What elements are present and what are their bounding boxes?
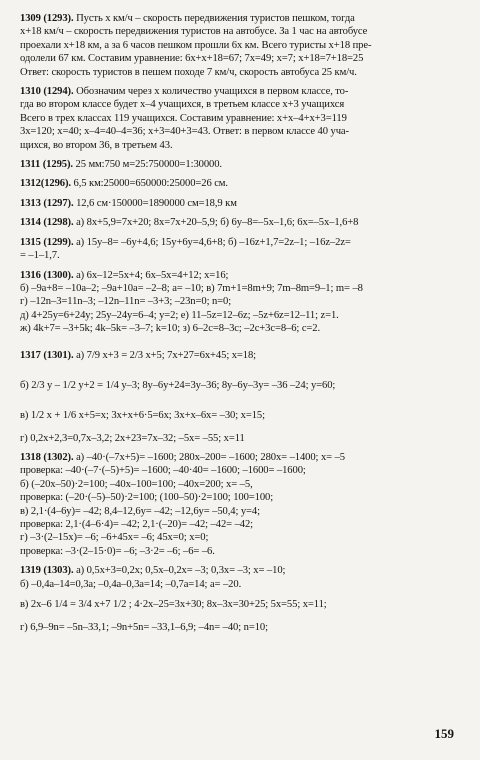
problem-text-line: д) 4+25y=6+24y; 25y–24y=6–4; y=2; е) 11–5z=12–6z; –5z+6z=12–11; z=1. [20, 309, 339, 321]
problem-number: 1319 (1303). [20, 565, 74, 577]
problem-text-line: а) 6x–12=5x+4; 6x–5x=4+12; x=16; [73, 269, 229, 281]
problem-text-line: г) 6,9–9n= –5n–33,1; –9n+5n= –33,1–6,9; –4n= –40; n=10; [20, 622, 268, 633]
problem-text-line: ж) 4k+7= –3+5k; 4k–5k= –3–7; k=10; з) 6–2c=8–3c; –2c+3c=8–6; c=2. [20, 323, 321, 335]
problem-1319 [20, 564, 462, 634]
problem-text-line: 6,5 км:25000=650000:25000=26 см. [70, 178, 228, 190]
problem-text-line: в) 2,1·(4–6y)= –42; 8,4–12,6y= –42; –12,6y= –50,4; y=4; [20, 505, 260, 517]
problem-text-line: г) –12n–3=11n–3; –12n–11n= –3+3; –23n=0; n=0; [20, 296, 232, 308]
problem-text-line: = –1–1,7. [20, 250, 60, 262]
problem-text-line: в) 2x–6 1/4 = 3/4 x+7 1/2 ; 4·2x–25=3x+30; 8x–3x=30+25; 5x=55; x=11; [20, 599, 327, 610]
problem-text-line: x+18 км/ч – скорость передвижения туристов на автобусе. За 1 час на автобусе [20, 26, 368, 38]
problem-text-line: проехали x+18 км, а за 6 часов пешком прошли 6x км. Всего туристы x+18 пре- [20, 39, 372, 51]
problem-text-line: Всего в трех классах 119 учащихся. Составим уравнение: x+x–4+x+3=119 [20, 112, 347, 124]
problem-text-line: проверка: 2,1·(4–6·4)= –42; 2,1·(–20)= –42; –42= –42; [20, 518, 253, 530]
problem-1316 [20, 269, 462, 336]
problem-text-line: щихся, во втором 36, в третьем 43. [20, 139, 173, 151]
problem-1317 [20, 342, 462, 445]
problem-1310 [20, 85, 462, 152]
problem-number: 1313 (1297). [20, 197, 74, 209]
problem-1309 [20, 12, 462, 79]
problem-1315 [20, 236, 462, 263]
problem-text-line: а) –40·(–7x+5)= –1600; 280x–200= –1600; 280x= –1400; x= –5 [73, 451, 345, 463]
problem-1312 [20, 177, 462, 190]
problem-text-line: 25 мм:750 м=25:750000=1:30000. [72, 159, 222, 171]
problem-text-line: а) 0,5x+3=0,2x; 0,5x–0,2x= –3; 0,3x= –3; x= –10; [73, 565, 286, 577]
problem-number: 1312(1296). [20, 178, 71, 190]
problem-text-line: одолели 67 км. Составим уравнение: 6x+x+18=67; 7x=49; x=7; x+18=7+18=25 [20, 53, 364, 65]
problem-1314 [20, 216, 462, 229]
problem-text-line: а) 8x+5,9=7x+20; 8x=7x+20–5,9; б) 6y–8=–5x–1,6; 6x=–5x–1,6+8 [73, 217, 359, 229]
problem-number: 1315 (1299). [20, 236, 74, 248]
problem-text-line: а) 7/9 x+3 = 2/3 x+5; 7x+27=6x+45; x=18; [73, 349, 257, 361]
problem-text-line: проверка: –3·(2–15·0)= –6; –3·2= –6; –6= –6. [20, 545, 215, 557]
problem-text-line: гда во втором классе будет x–4 учащихся, в третьем классе x+3 учащихся [20, 99, 345, 111]
problem-text-line: в) 1/2 x + 1/6 x+5=x; 3x+x+6·5=6x; 3x+x–6x= –30; x=15; [20, 409, 265, 421]
problem-1318 [20, 451, 462, 558]
problem-text-line: а) 15y–8= –6y+4,6; 15y+6y=4,6+8; б) –16z+1,7=2z–1; –16z–2z= [73, 236, 351, 248]
problem-text-line: г) –3·(2–15x)= –6; –6+45x= –6; 45x=0; x=0; [20, 532, 209, 544]
problem-number: 1317 (1301). [20, 349, 74, 361]
problem-answer-line: Ответ: скорость туристов в пешем походе 7 км/ч, скорость автобуса 25 км/ч. [20, 66, 357, 78]
problem-text-line: б) –9a+8= –10a–2; –9a+10a= –2–8; a= –10; в) 7m+1=8m+9; 7m–8m=9–1; m= –8 [20, 282, 363, 294]
problem-number: 1314 (1298). [20, 217, 74, 229]
problem-text-line: проверка: (–20·(–5)–50)·2=100; (100–50)·2=100; 100=100; [20, 492, 274, 504]
problem-number: 1311 (1295). [20, 159, 73, 171]
problem-text-line: проверка: –40·(–7·(–5)+5)= –1600; –40·40= –1600; –1600= –1600; [20, 465, 306, 477]
problem-text-line: Обозначим через x количество учащихся в первом классе, то- [73, 86, 349, 98]
page-number: 159 [434, 726, 454, 741]
problem-number: 1309 (1293). [20, 13, 74, 24]
problem-1311 [20, 158, 462, 171]
problem-number: 1310 (1294). [20, 86, 74, 98]
problem-text-line: б) 2/3 y – 1/2 y+2 = 1/4 y–3; 8y–6y+24=3y–36; 8y–6y–3y= –36 –24; y=60; [20, 379, 336, 391]
problem-text-line: г) 0,2x+2,3=0,7x–3,2; 2x+23=7x–32; –5x= –55; x=11 [20, 432, 245, 444]
problem-number: 1316 (1300). [20, 269, 74, 281]
problem-text-line: Пусть x км/ч – скорость передвижения туристов пешком, тогда [73, 13, 355, 24]
problem-text-line: 3x=120; x=40; x–4=40–4=36; x+3=40+3=43. Ответ: в первом классе 40 уча- [20, 126, 349, 138]
problem-text-line: б) –0,4a–14=0,3a; –0,4a–0,3a=14; –0,7a=14; a= –20. [20, 578, 242, 590]
problem-text-line: б) (–20x–50)·2=100; –40x–100=100; –40x=200; x= –5, [20, 478, 253, 490]
problem-number: 1318 (1302). [20, 451, 74, 463]
problem-text-line: 12,6 см·150000=1890000 см=18,9 км [73, 197, 237, 209]
problem-1313 [20, 197, 462, 210]
